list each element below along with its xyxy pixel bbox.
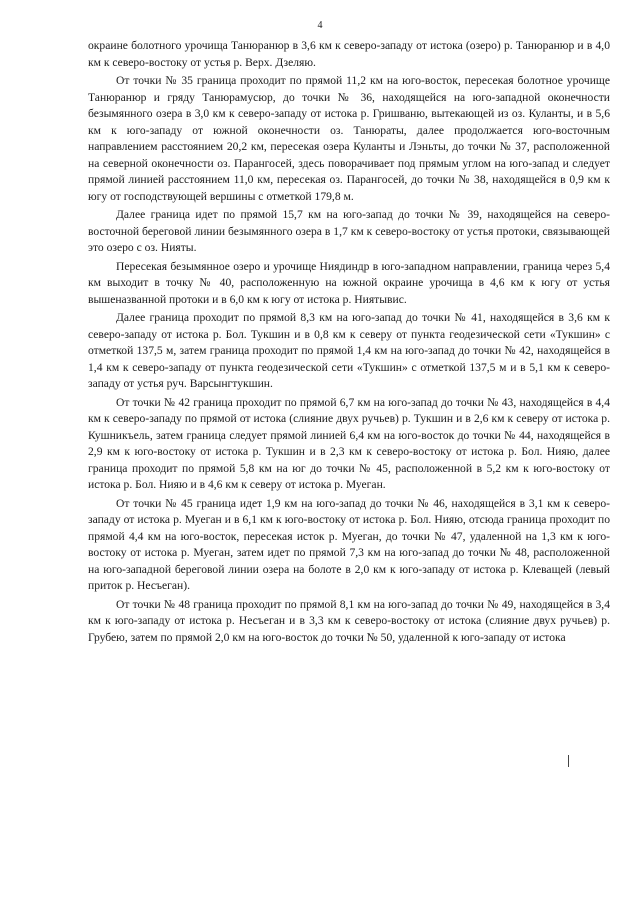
paragraph-4: Пересекая безымянное озеро и урочище Ниядиндр в юго-западном направлении, граница через 5,4 км выходит в точку № 40, расположенную на южной окраине урочища в 4,6 км к югу от устья вышеназванной протоки и в 6,0 км к югу от истока р. Ниятывис. [88, 259, 610, 306]
paragraph-7: От точки № 45 граница идет 1,9 км на юго-запад до точки № 46, находящейся в 3,1 км к северо-западу от истока р. Муеган и в 6,1 км к юго-востоку от истока р. Бол. Нияю, отсюда граница проходит по прямой 4,4 км на юго-восток, пересекая исток р. Муеган, до точки № 47, удаленной на 1,3 км к юго-востоку от истока р. Муеган, затем идет по прямой 7,3 км на юго-запад до точки № 48, расположенной на юго-западной береговой линии озера на болоте в 2,0 км к юго-западу от истока р. Клеващей (левый приток р. Несъеган). [88, 496, 610, 592]
page-number: 4 [317, 20, 323, 31]
paragraph-6: От точки № 42 граница проходит по прямой 6,7 км на юго-запад до точки № 43, находящейся в 4,4 км к северо-западу по прямой от истока (слияние двух ручьев) р. Тукшин и в 2,6 км к северу от истока р. Кушникъель, затем граница следует прямой линией 6,4 км на юго-восток до точки № 44, находящейся в 2,9 км к юго-востоку от истока р. Тукшин и в 2,3 км к северо-востоку от истока р. Бол. Нияю, далее граница проходит по прямой 5,8 км на юг до точки № 45, расположенной в 5,2 км к юго-востоку от истока р. Бол. Нияю и в 4,6 км к северу от истока р. Муеган. [88, 395, 610, 491]
margin-mark [568, 755, 569, 767]
paragraph-1: окраине болотного урочища Танюранюр в 3,6 км к северо-западу от истока (озеро) р. Танюранюр и в 4,0 км к северо-востоку от устья р. Верх. Дзеляю. [88, 39, 610, 69]
paragraph-5: Далее граница проходит по прямой 8,3 км на юго-запад до точки № 41, находящейся в 3,6 км к северо-западу от истока р. Бол. Тукшин и в 0,8 км к северу от пункта геодезической сети «Тукшин» с отметкой 137,5 м, затем граница проходит по прямой 1,4 км на юго-запад до точки № 42, находящейся в 1,4 км к северо-западу от пункта геодезической сети «Тукшин» с отметкой 137,5 м и в 5,1 км к северо-западу от устья руч. Варсынгтукшин. [88, 311, 610, 390]
paragraph-2: От точки № 35 граница проходит по прямой 11,2 км на юго-восток, пересекая болотное урочище Танюранюр и гряду Танюрамусюр, до точки № 36, находящейся на юго-западной оконечности безымянного озера в 3,0 км к северо-западу от истока р. Гришваню, вытекающей из оз. Куланты, и в 5,6 км к юго-западу от южной оконечности оз. Танюраты, далее продолжается юго-восточным направлением расстоянием 20,2 км, пересекая озера Куланты и Лэньты, до точки № 37, расположенной на северной оконечности оз. Парангосей, здесь поворачивает под прямым углом на юго-запад и следует прямой линией расстоянием 11,0 км, пересекая оз. Парангосей, до точки № 38, находящейся в 0,9 км к югу от господствующей вершины с отметкой 179,8 м. [88, 74, 610, 203]
paragraph-3: Далее граница идет по прямой 15,7 км на юго-запад до точки № 39, находящейся на северо-восточной береговой линии безымянного озера в 1,7 км к северо-востоку от устья протоки, связывающей это озеро с оз. Нияты. [88, 208, 610, 254]
document-body [88, 38, 610, 648]
paragraph-8: От точки № 48 граница проходит по прямой 8,1 км на юго-запад до точки № 49, находящейся в 3,4 км к юго-западу от истока р. Несъеган и в 3,3 км к северо-востоку от истока (слияние двух ручьев) р. Грубею, затем по прямой 2,0 км на юго-восток до точки № 50, удаленной к юго-западу от истока [88, 597, 610, 644]
